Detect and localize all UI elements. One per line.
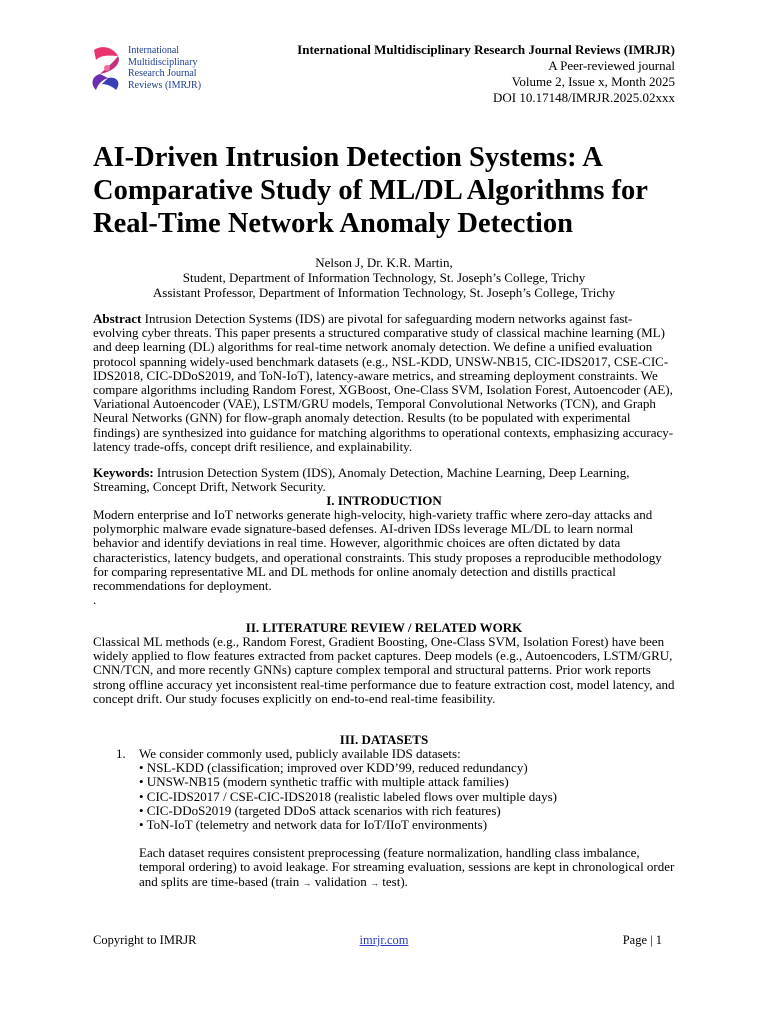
list-item: • NSL-KDD (classification; improved over KDD’99, reduced redundancy): [139, 760, 528, 776]
list-item: • UNSW-NB15 (modern synthetic traffic with multiple attack families): [139, 774, 509, 790]
preprocessing-part-a: Each dataset requires consistent preprocessing (feature normalization, handling class imbalance, temporal ordering) to avoid leakage. For streaming evaluation, sessions are kept in chronological order and splits are time-based (train: [139, 845, 675, 889]
arrow-right-icon: →: [370, 877, 380, 888]
journal-name: International Multidisciplinary Research Journal Reviews (IMRJR): [297, 42, 675, 57]
journal-volume: Volume 2, Issue x, Month 2025: [511, 74, 675, 89]
section-heading-introduction: I. INTRODUCTION: [326, 493, 442, 508]
abstract-text: Intrusion Detection Systems (IDS) are pivotal for safeguarding modern networks against fast-evolving cyber threats. This paper presents a structured comparative study of classical machine learning (ML) and deep learning (DL) algorithms for real-time network anomaly detection. We define a unified evaluation protocol spanning widely-used benchmark datasets (e.g., NSL-KDD, UNSW-NB15, CIC-IDS2017, CSE-CIC-IDS2018, CIC-DDoS2019, and ToN-IoT), latency-aware metrics, and streaming deployment constraints. We compare algorithms including Random Forest, XGBoost, One-Class SVM, Isolation Forest, Autoencoder (AE), Variational Autoencoder (VAE), LSTM/GRU models, Temporal Convolutional Networks (TCN), and Graph Neural Networks (GNN) for flow-graph anomaly detection. Results (to be populated with experimental findings) are synthesized into guidance for matching algorithms to operational contexts, emphasizing accuracy-latency trade-offs, concept drift resilience, and explainability.: [93, 311, 674, 454]
arrow-right-icon: →: [302, 877, 312, 888]
section-heading-datasets: III. DATASETS: [339, 732, 429, 747]
abstract: [93, 312, 675, 454]
journal-doi: DOI 10.17148/IMRJR.2025.02xxx: [492, 90, 675, 105]
footer-page-number: Page | 1: [622, 933, 662, 947]
keywords: [93, 466, 675, 494]
literature-text: Classical ML methods (e.g., Random Forest, Gradient Boosting, One-Class SVM, Isolation Forest) have been widely applied to flow features extracted from packet captures. Deep models (e.g., Autoencoders, LSTM/GRU, CNN/TCN, and more recently GNNs) capture complex temporal and structural patterns. Prior work reports strong offline accuracy yet inconsistent real-time performance due to feature extraction cost, model latency, and concept drift. Our study focuses explicitly on end-to-end real-time feasibility.: [93, 634, 675, 706]
list-item: • CIC-DDoS2019 (targeted DDoS attack scenarios with rich features): [139, 802, 501, 818]
journal-header: [297, 42, 675, 106]
abstract-label: Abstract: [93, 311, 142, 326]
section-heading-literature: II. LITERATURE REVIEW / RELATED WORK: [245, 620, 523, 635]
keywords-text: Intrusion Detection System (IDS), Anomaly Detection, Machine Learning, Deep Learning, Streaming, Concept Drift, Network Security.: [93, 465, 630, 495]
author-names: Nelson J, Dr. K.R. Martin,: [315, 255, 453, 270]
preprocessing-part-b: validation: [311, 873, 371, 889]
logo-line: Multidisciplinary: [128, 56, 198, 68]
datasets-preprocessing-text: [139, 846, 679, 890]
introduction-text: Modern enterprise and IoT networks generate high-velocity, high-variety traffic where zero-day attacks and polymorphic malware evade signature-based defenses. AI-driven IDSs leverage ML/DL to learn normal behavior and identify deviations in real time. However, algorithmic choices are often dictated by data characteristics, latency budgets, and operational constraints. This study proposes a reproducible methodology for comparing representative ML and DL methods for online anomaly detection and distills practical recommendations for deployment.: [93, 507, 662, 594]
datasets-content: [139, 747, 679, 890]
footer-copyright: Copyright to IMRJR: [93, 933, 197, 947]
author-affiliation-1: Student, Department of Information Technology, St. Joseph’s College, Trichy: [182, 270, 586, 286]
authors-block: [93, 255, 675, 301]
keywords-label: Keywords:: [93, 465, 154, 480]
datasets-intro: We consider commonly used, publicly available IDS datasets:: [139, 746, 461, 761]
list-item: • ToN-IoT (telemetry and network data for IoT/IIoT environments): [139, 817, 488, 833]
logo-line: Reviews (IMRJR): [128, 79, 202, 91]
journal-subtitle: A Peer-reviewed journal: [548, 58, 675, 73]
journal-logo: [88, 44, 218, 94]
logo-line: International: [128, 45, 180, 56]
list-item: • CIC-IDS2017 / CSE-CIC-IDS2018 (realistic labeled flows over multiple days): [139, 788, 557, 804]
introduction-trailing-dot: .: [93, 592, 97, 607]
logo-line: Research Journal: [128, 68, 197, 79]
paper-title: AI-Driven Intrusion Detection Systems: A Comparative Study of ML/DL Algorithms for Real-Time Network Anomaly Detection: [93, 142, 648, 239]
list-number: 1.: [116, 746, 126, 761]
journal-logo-icon: [88, 44, 126, 94]
journal-logo-text: [128, 45, 201, 91]
author-affiliation-2: Assistant Professor, Department of Information Technology, St. Joseph’s College, Trichy: [152, 285, 616, 301]
footer-website-link[interactable]: imrjr.com: [359, 933, 409, 947]
preprocessing-part-c: test).: [379, 873, 408, 889]
